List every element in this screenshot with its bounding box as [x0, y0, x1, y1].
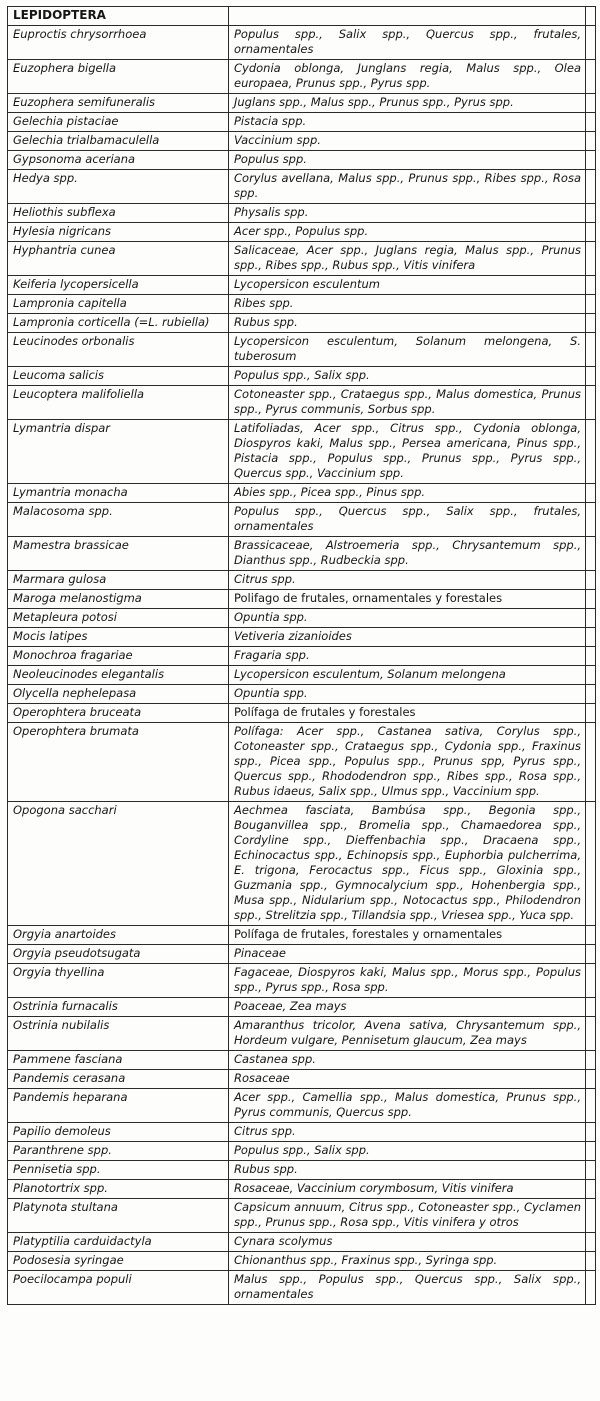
table-row — [8, 998, 596, 1017]
table-row — [8, 314, 596, 333]
hosts-cell: Castanea spp. — [229, 1051, 586, 1070]
table-edge-cell — [586, 276, 596, 295]
table-edge-cell — [586, 1142, 596, 1161]
species-cell: Heliothis subflexa — [8, 204, 229, 223]
species-cell: Euproctis chrysorrhoea — [8, 26, 229, 60]
table-edge-cell — [586, 590, 596, 609]
table-edge-cell — [586, 1180, 596, 1199]
table-row — [8, 1252, 596, 1271]
hosts-cell: Rosaceae, Vaccinium corymbosum, Vitis vinifera — [229, 1180, 586, 1199]
hosts-cell: Populus spp., Quercus spp., Salix spp., frutales, ornamentales — [229, 503, 586, 537]
species-cell: Maroga melanostigma — [8, 590, 229, 609]
hosts-cell: Polífaga de frutales y forestales — [229, 704, 586, 723]
hosts-cell: Corylus avellana, Malus spp., Prunus spp., Ribes spp., Rosa spp. — [229, 170, 586, 204]
table-row — [8, 386, 596, 420]
table-body — [8, 26, 596, 1305]
table-row — [8, 647, 596, 666]
table-edge-cell — [586, 484, 596, 503]
hosts-cell: Cydonia oblonga, Junglans regia, Malus spp., Olea europaea, Prunus spp., Pyrus spp. — [229, 60, 586, 94]
hosts-cell: Aechmea fasciata, Bambúsa spp., Begonia spp., Bouganvillea spp., Bromelia spp., Chamaedorea spp., Cordyline spp., Dieffenbachia spp., Dracaena spp., Echinocactus spp., Echinopsis spp., Euphorbia pulcherrima, E. trigona, Ferocactus spp., Ficus spp., Gloxinia spp., Guzmania spp., Gymnocalycium spp., Hohenbergia spp., Musa spp., Nidularium spp., Notocactus spp., Philodendron spp., Strelitzia spp., Tillandsia spp., Vriesea spp., Yuca spp. — [229, 802, 586, 926]
table-edge-cell — [586, 628, 596, 647]
species-cell: Euzophera bigella — [8, 60, 229, 94]
species-cell: Papilio demoleus — [8, 1123, 229, 1142]
species-cell: Leucoptera malifoliella — [8, 386, 229, 420]
species-cell: Operophtera brumata — [8, 723, 229, 802]
table-row — [8, 26, 596, 60]
table-edge-cell — [586, 113, 596, 132]
hosts-cell: Brassicaceae, Alstroemeria spp., Chrysantemum spp., Dianthus spp., Rudbeckia spp. — [229, 537, 586, 571]
table-edge-cell — [586, 1089, 596, 1123]
species-cell: Lymantria monacha — [8, 484, 229, 503]
table-edge-cell — [586, 685, 596, 704]
table-row — [8, 537, 596, 571]
table-row — [8, 964, 596, 998]
table-edge-cell — [586, 132, 596, 151]
hosts-cell: Fagaceae, Diospyros kaki, Malus spp., Morus spp., Populus spp., Pyrus spp., Rosa spp. — [229, 964, 586, 998]
table-row — [8, 1142, 596, 1161]
hosts-cell: Lycopersicon esculentum, Solanum melongena, S. tuberosum — [229, 333, 586, 367]
table-row — [8, 1199, 596, 1233]
table-edge-cell — [586, 537, 596, 571]
hosts-cell: Juglans spp., Malus spp., Prunus spp., Pyrus spp. — [229, 94, 586, 113]
table-edge-cell — [586, 94, 596, 113]
species-cell: Pennisetia spp. — [8, 1161, 229, 1180]
table-row — [8, 1161, 596, 1180]
hosts-cell: Populus spp. — [229, 151, 586, 170]
species-cell: Hyphantria cunea — [8, 242, 229, 276]
table-edge-cell — [586, 386, 596, 420]
species-cell: Platynota stultana — [8, 1199, 229, 1233]
species-cell: Orgyia thyellina — [8, 964, 229, 998]
table-edge-cell — [586, 1199, 596, 1233]
hosts-cell: Lycopersicon esculentum — [229, 276, 586, 295]
table-edge-cell — [586, 1051, 596, 1070]
table-edge-cell — [586, 1271, 596, 1305]
hosts-cell: Opuntia spp. — [229, 609, 586, 628]
hosts-cell: Opuntia spp. — [229, 685, 586, 704]
hosts-cell: Cynara scolymus — [229, 1233, 586, 1252]
species-cell: Platyptilia carduidactyla — [8, 1233, 229, 1252]
species-cell: Lampronia capitella — [8, 295, 229, 314]
hosts-cell: Pistacia spp. — [229, 113, 586, 132]
hosts-cell: Poaceae, Zea mays — [229, 998, 586, 1017]
hosts-cell: Amaranthus tricolor, Avena sativa, Chrysantemum spp., Hordeum vulgare, Pennisetum glaucum, Zea mays — [229, 1017, 586, 1051]
hosts-cell: Polífaga: Acer spp., Castanea sativa, Corylus spp., Cotoneaster spp., Crataegus spp., Cydonia spp., Fraxinus spp., Picea spp., Populus spp., Prunus spp, Pyrus spp., Quercus spp., Rhododendron spp., Ribes spp., Rosa spp., Rubus idaeus, Salix spp., Ulmus spp., Vaccinium spp. — [229, 723, 586, 802]
table-edge-cell — [586, 242, 596, 276]
species-cell: Pammene fasciana — [8, 1051, 229, 1070]
table-row — [8, 1089, 596, 1123]
table-edge-cell — [586, 204, 596, 223]
table-row — [8, 666, 596, 685]
table-edge-cell — [586, 609, 596, 628]
table-row — [8, 503, 596, 537]
species-cell: Hylesia nigricans — [8, 223, 229, 242]
hosts-cell: Polífaga de frutales, forestales y ornamentales — [229, 926, 586, 945]
table-row — [8, 1070, 596, 1089]
table-row — [8, 242, 596, 276]
table-edge-cell — [586, 367, 596, 386]
table-row — [8, 1123, 596, 1142]
species-cell: Poecilocampa populi — [8, 1271, 229, 1305]
table-edge-cell — [586, 1123, 596, 1142]
table-row — [8, 151, 596, 170]
table-row — [8, 1233, 596, 1252]
hosts-cell: Acer spp., Camellia spp., Malus domestica, Prunus spp., Pyrus communis, Quercus spp. — [229, 1089, 586, 1123]
hosts-cell: Rubus spp. — [229, 1161, 586, 1180]
table-row — [8, 590, 596, 609]
table-row — [8, 945, 596, 964]
hosts-cell: Pinaceae — [229, 945, 586, 964]
table-edge-cell — [586, 314, 596, 333]
hosts-cell: Physalis spp. — [229, 204, 586, 223]
hosts-cell: Salicaceae, Acer spp., Juglans regia, Malus spp., Prunus spp., Ribes spp., Rubus spp., Vitis vinifera — [229, 242, 586, 276]
table-header-row — [8, 7, 596, 26]
species-cell: Gypsonoma aceriana — [8, 151, 229, 170]
table-edge-cell — [586, 170, 596, 204]
species-cell: Podosesia syringae — [8, 1252, 229, 1271]
table-edge-cell — [586, 1017, 596, 1051]
table-edge-cell — [586, 60, 596, 94]
hosts-cell: Rubus spp. — [229, 314, 586, 333]
species-cell: Metapleura potosi — [8, 609, 229, 628]
table-row — [8, 484, 596, 503]
species-cell: Ostrinia nubilalis — [8, 1017, 229, 1051]
table-edge-cell — [586, 998, 596, 1017]
lepidoptera-host-table — [7, 6, 596, 1305]
table-row — [8, 367, 596, 386]
hosts-cell: Citrus spp. — [229, 1123, 586, 1142]
table-row — [8, 723, 596, 802]
species-cell: Mamestra brassicae — [8, 537, 229, 571]
hosts-cell: Abies spp., Picea spp., Pinus spp. — [229, 484, 586, 503]
hosts-cell: Populus spp., Salix spp., Quercus spp., frutales, ornamentales — [229, 26, 586, 60]
table-row — [8, 113, 596, 132]
hosts-cell: Populus spp., Salix spp. — [229, 367, 586, 386]
hosts-cell: Vaccinium spp. — [229, 132, 586, 151]
table-edge-cell — [586, 26, 596, 60]
table-edge-cell — [586, 295, 596, 314]
species-cell: Paranthrene spp. — [8, 1142, 229, 1161]
species-cell: Malacosoma spp. — [8, 503, 229, 537]
table-row — [8, 276, 596, 295]
species-cell: Euzophera semifuneralis — [8, 94, 229, 113]
hosts-cell: Rosaceae — [229, 1070, 586, 1089]
species-cell: Pandemis heparana — [8, 1089, 229, 1123]
hosts-cell: Lycopersicon esculentum, Solanum melongena — [229, 666, 586, 685]
species-cell: Monochroa fragariae — [8, 647, 229, 666]
species-cell: Hedya spp. — [8, 170, 229, 204]
table-row — [8, 223, 596, 242]
hosts-cell: Acer spp., Populus spp. — [229, 223, 586, 242]
hosts-cell: Citrus spp. — [229, 571, 586, 590]
table-row — [8, 204, 596, 223]
table-row — [8, 1051, 596, 1070]
species-cell: Marmara gulosa — [8, 571, 229, 590]
hosts-cell: Populus spp., Salix spp. — [229, 1142, 586, 1161]
table-edge-cell — [586, 1252, 596, 1271]
hosts-cell: Capsicum annuum, Citrus spp., Cotoneaster spp., Cyclamen spp., Prunus spp., Rosa spp., Vitis vinifera y otros — [229, 1199, 586, 1233]
table-row — [8, 628, 596, 647]
table-row — [8, 802, 596, 926]
table-edge-cell — [586, 945, 596, 964]
species-cell: Ostrinia furnacalis — [8, 998, 229, 1017]
species-cell: Leucoma salicis — [8, 367, 229, 386]
hosts-cell: Malus spp., Populus spp., Quercus spp., Salix spp., ornamentales — [229, 1271, 586, 1305]
table-edge-cell — [586, 1070, 596, 1089]
species-cell: Neoleucinodes elegantalis — [8, 666, 229, 685]
hosts-cell: Chionanthus spp., Fraxinus spp., Syringa spp. — [229, 1252, 586, 1271]
species-cell: Keiferia lycopersicella — [8, 276, 229, 295]
table-edge-cell — [586, 223, 596, 242]
table-edge-cell — [586, 802, 596, 926]
species-cell: Mocis latipes — [8, 628, 229, 647]
hosts-cell: Ribes spp. — [229, 295, 586, 314]
table-row — [8, 170, 596, 204]
table-row — [8, 333, 596, 367]
species-cell: Lymantria dispar — [8, 420, 229, 484]
table-edge-cell — [586, 1161, 596, 1180]
table-edge-cell — [586, 666, 596, 685]
table-row — [8, 685, 596, 704]
table-header-lepidoptera: LEPIDOPTERA — [8, 7, 229, 26]
hosts-cell: Polifago de frutales, ornamentales y forestales — [229, 590, 586, 609]
table-edge-cell — [586, 151, 596, 170]
table-row — [8, 60, 596, 94]
species-cell: Operophtera bruceata — [8, 704, 229, 723]
table-row — [8, 1017, 596, 1051]
table-row — [8, 132, 596, 151]
table-row — [8, 1271, 596, 1305]
table-edge-cell — [586, 571, 596, 590]
species-cell: Orgyia pseudotsugata — [8, 945, 229, 964]
table-row — [8, 295, 596, 314]
species-cell: Olycella nephelepasa — [8, 685, 229, 704]
table-edge-cell — [586, 723, 596, 802]
table-row — [8, 704, 596, 723]
species-cell: Gelechia pistaciae — [8, 113, 229, 132]
table-row — [8, 420, 596, 484]
hosts-cell: Fragaria spp. — [229, 647, 586, 666]
table-row — [8, 1180, 596, 1199]
species-cell: Orgyia anartoides — [8, 926, 229, 945]
species-cell: Planotortrix spp. — [8, 1180, 229, 1199]
hosts-cell: Latifoliadas, Acer spp., Citrus spp., Cydonia oblonga, Diospyros kaki, Malus spp., Persea americana, Pinus spp., Pistacia spp., Populus spp., Prunus spp., Pyrus spp., Quercus spp., Vaccinium spp. — [229, 420, 586, 484]
table-edge-cell — [586, 333, 596, 367]
table-row — [8, 926, 596, 945]
table-row — [8, 571, 596, 590]
table-edge-cell — [586, 647, 596, 666]
species-cell: Leucinodes orbonalis — [8, 333, 229, 367]
species-cell: Pandemis cerasana — [8, 1070, 229, 1089]
table-edge-cell — [586, 926, 596, 945]
hosts-cell: Vetiveria zizanioides — [229, 628, 586, 647]
table-edge-cell — [586, 1233, 596, 1252]
table-edge-cell — [586, 704, 596, 723]
table-edge-column — [586, 7, 596, 26]
hosts-cell: Cotoneaster spp., Crataegus spp., Malus domestica, Prunus spp., Pyrus communis, Sorbus spp. — [229, 386, 586, 420]
table-edge-cell — [586, 420, 596, 484]
species-cell: Lampronia corticella (=L. rubiella) — [8, 314, 229, 333]
table-row — [8, 609, 596, 628]
table-edge-cell — [586, 503, 596, 537]
species-cell: Opogona sacchari — [8, 802, 229, 926]
species-cell: Gelechia trialbamaculella — [8, 132, 229, 151]
table-row — [8, 94, 596, 113]
table-edge-cell — [586, 964, 596, 998]
table-header-hosts-empty — [229, 7, 586, 26]
